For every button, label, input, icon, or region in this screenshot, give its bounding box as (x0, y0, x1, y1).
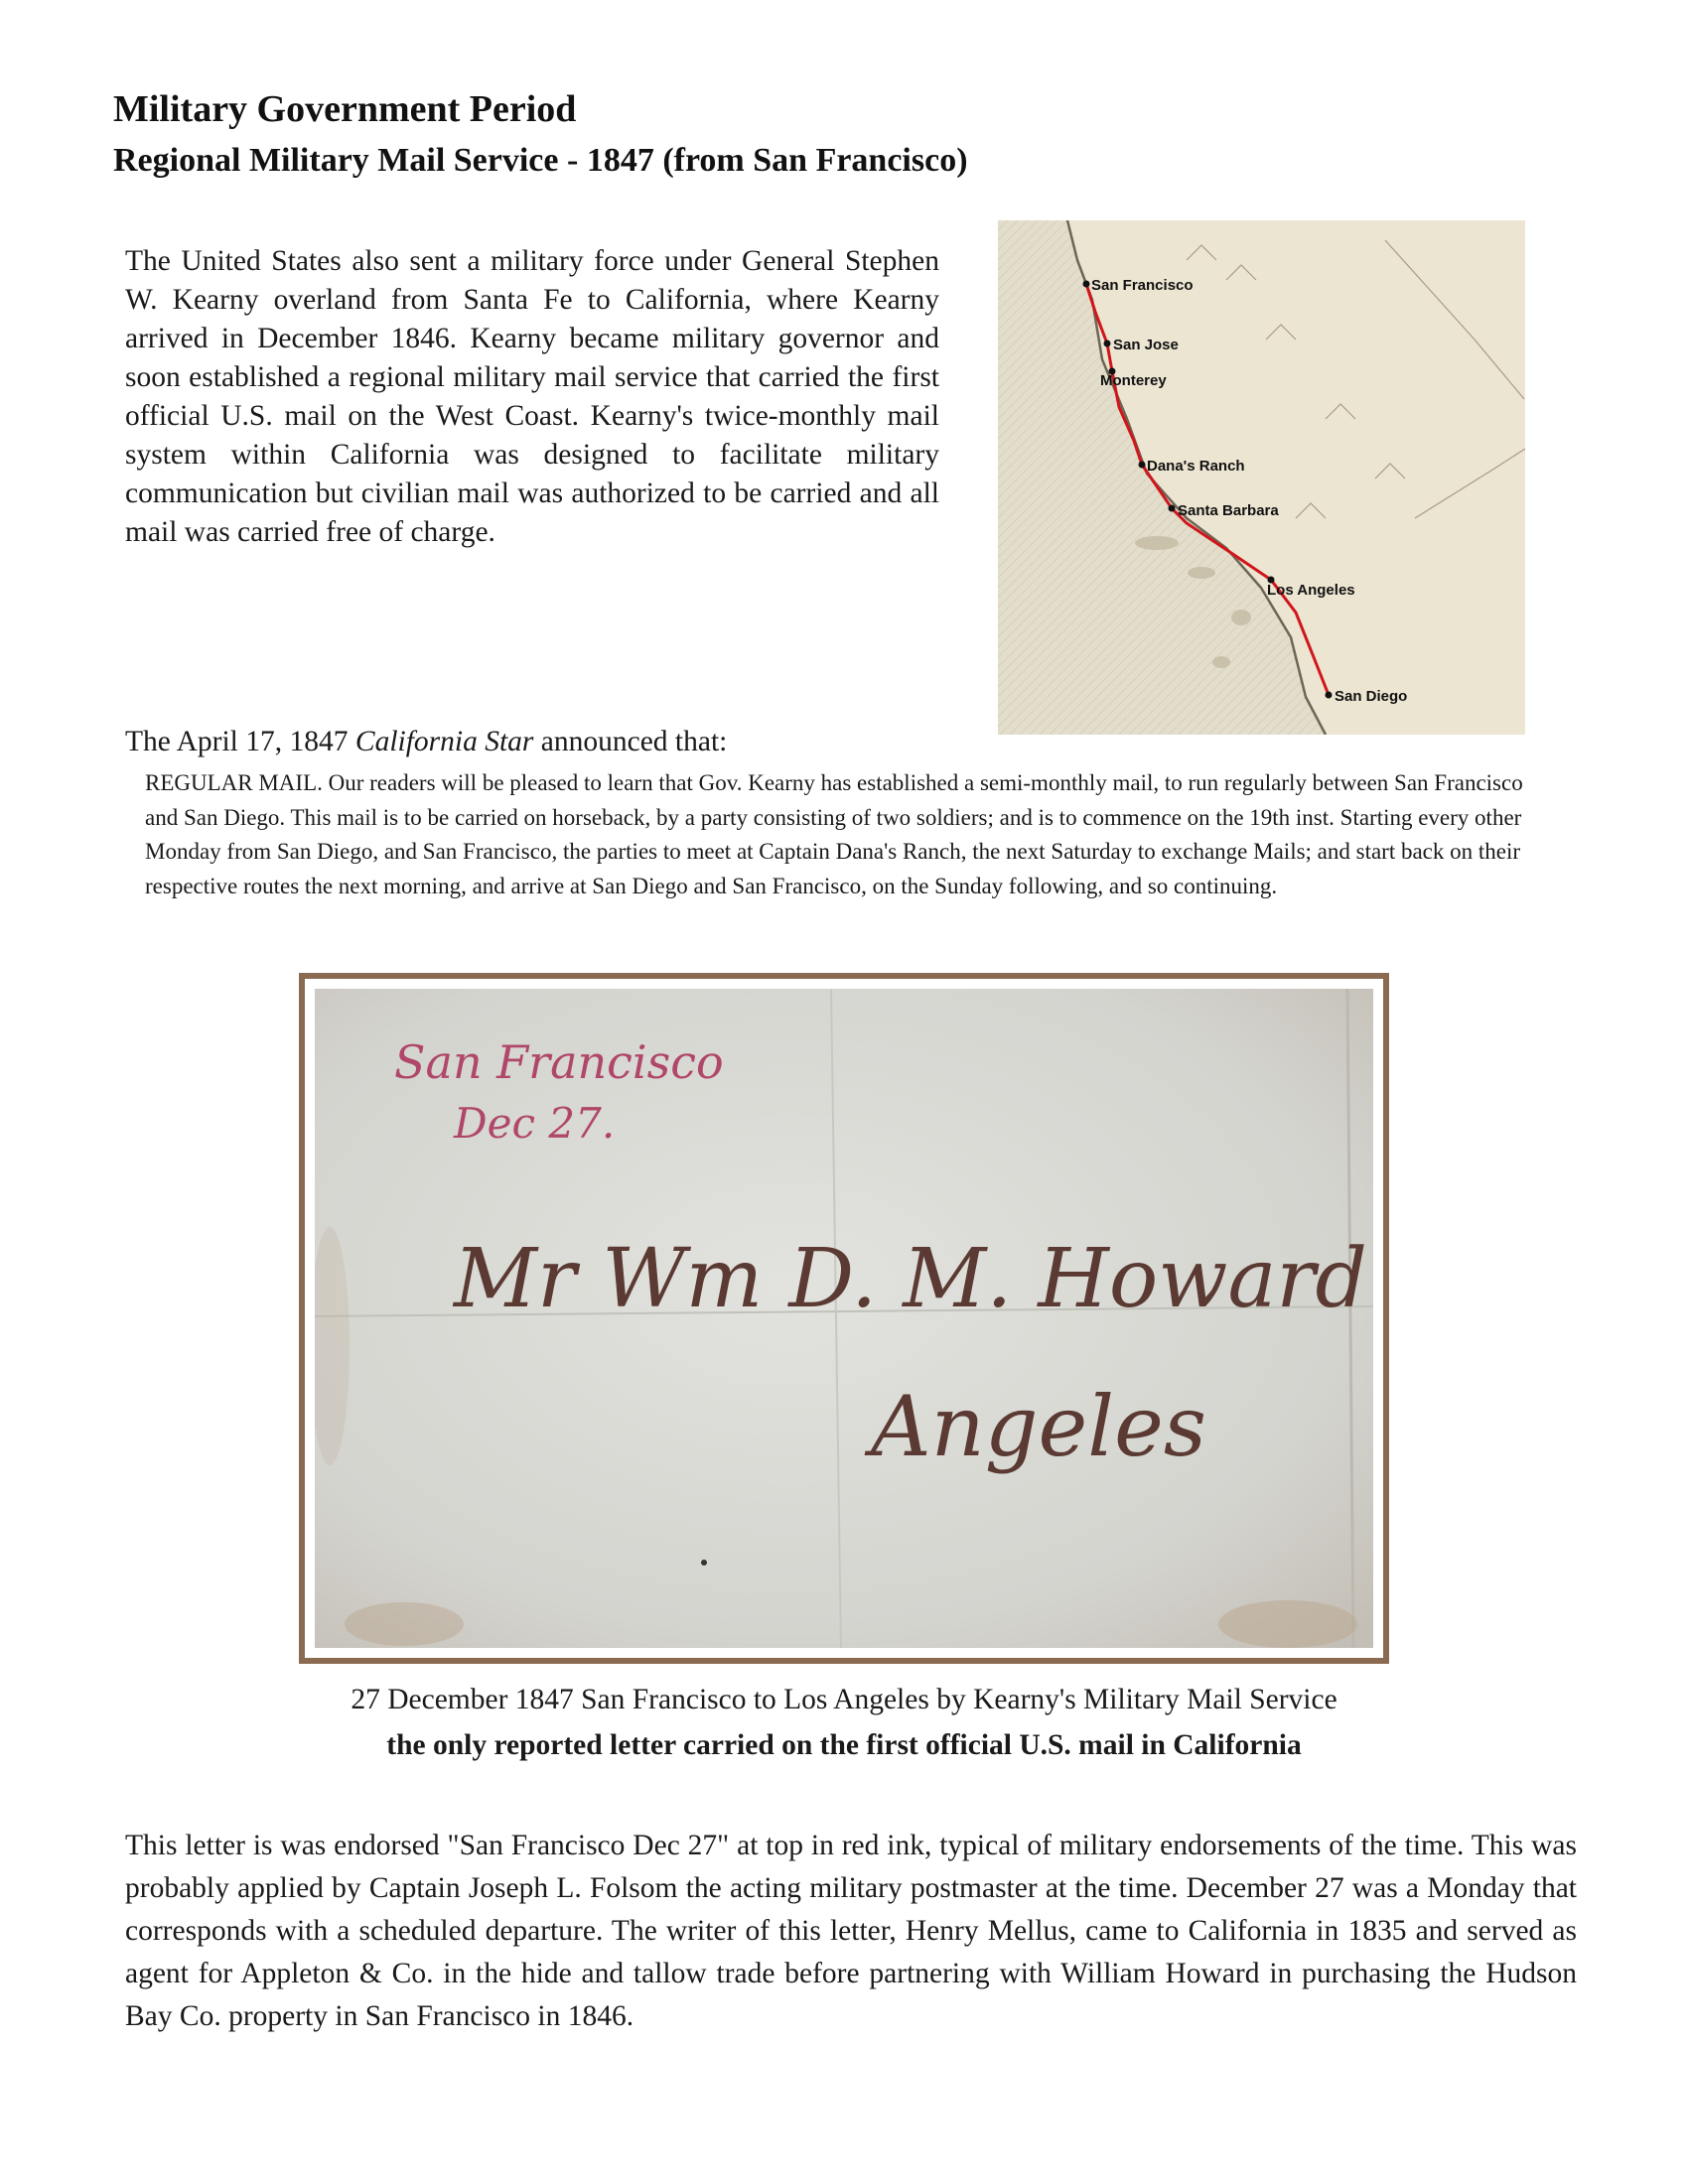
red-ink-endorsement-line2: Dec 27. (454, 1099, 616, 1148)
label-san-jose: San Jose (1113, 337, 1179, 353)
label-danas-ranch: Dana's Ranch (1147, 458, 1245, 475)
letter-cover-image (315, 989, 1373, 1648)
announcement-quote: REGULAR MAIL. Our readers will be pleased to learn that Gov. Kearny has established a semi-monthly mail, to run regularly between San Francisco and San Diego. This mail is to be carried on horseback, by a party consisting of two soldiers; and is to commence on the 19th inst. Starting every other Monday from San Diego, and San Francisco, the parties to meet at Captain Dana's Ranch, the next Saturday to exchange Mails; and start back on their respective routes the next morning, and arrive at San Diego and San Francisco, on the Sunday following, and so continuing. (145, 770, 1523, 898)
cover-graphic (315, 989, 1373, 1648)
stop-san-diego (1326, 692, 1333, 699)
stop-santa-barbara (1169, 505, 1176, 512)
cover-caption: 27 December 1847 San Francisco to Los Angeles by Kearny's Military Mail Service (351, 1684, 1337, 1715)
newspaper-name: California Star (354, 726, 534, 757)
label-los-angeles: Los Angeles (1267, 582, 1355, 599)
label-santa-barbara: Santa Barbara (1178, 502, 1279, 519)
announcement-suffix: announced that: (533, 726, 728, 757)
stop-san-francisco (1083, 281, 1090, 288)
california-route-map (998, 220, 1525, 735)
announcement-prefix: The April 17, 1847 (125, 726, 355, 757)
stop-san-jose (1104, 341, 1111, 347)
cover-caption-emphasis: the only reported letter carried on the first official U.S. mail in California (386, 1729, 1302, 1761)
announcement-intro (125, 723, 727, 760)
map-graphic (998, 220, 1525, 735)
address-name-script: Mr Wm D. M. Howard (454, 1232, 1368, 1326)
label-san-diego: San Diego (1335, 688, 1408, 705)
label-san-francisco: San Francisco (1091, 277, 1194, 294)
red-ink-endorsement-line1: San Francisco (394, 1035, 724, 1089)
intro-paragraph: The United States also sent a military force under General Stephen W. Kearny overland from Santa Fe to California, where Kearny arrived in December 1846. Kearny became military governor and soon established a regional military mail service that carried the first official U.S. mail on the West Coast. Kearny's twice-monthly mail system within California was designed to facilitate military communication but civilian mail was authorized to be carried and all mail was carried free of charge. (125, 245, 939, 548)
cover-image-frame (299, 973, 1389, 1664)
closing-paragraph: This letter is was endorsed "San Francisco Dec 27" at top in red ink, typical of military endorsements of the time. This was probably applied by Captain Joseph L. Folsom the acting military postmaster at the time. December 27 was a Monday that corresponds with a scheduled departure. The writer of this letter, Henry Mellus, came to California in 1835 and served as agent for Appleton & Co. in the hide and tallow trade before partnering with William Howard in purchasing the Hudson Bay Co. property in San Francisco in 1846. (125, 1830, 1577, 2032)
stop-danas-ranch (1139, 462, 1146, 469)
label-monterey: Monterey (1100, 372, 1167, 389)
page-subtitle: Regional Military Mail Service - 1847 (from San Francisco) (113, 142, 968, 179)
page-title: Military Government Period (113, 88, 577, 130)
address-place-script: Angeles (871, 1378, 1206, 1475)
